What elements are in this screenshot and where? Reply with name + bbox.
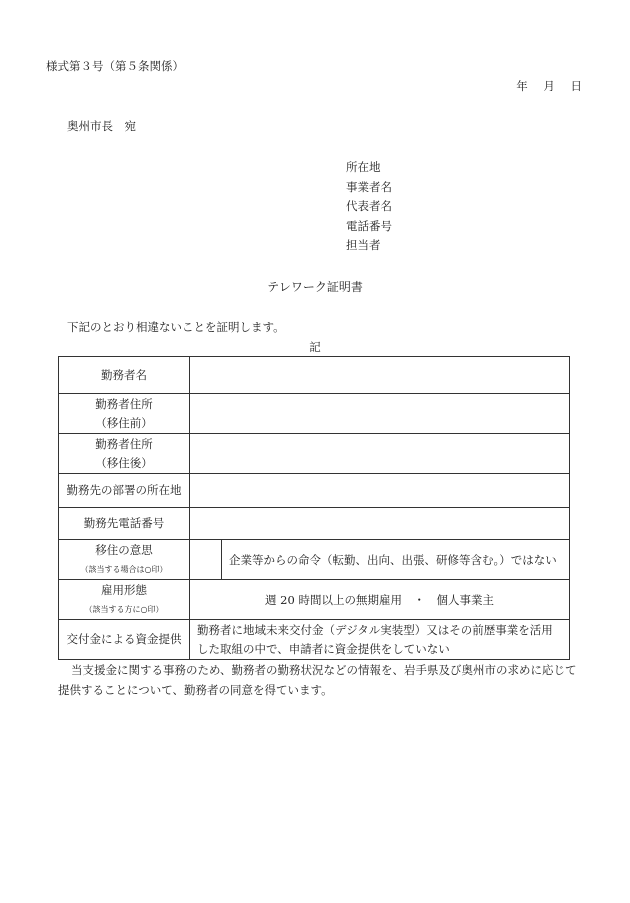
- employment-options[interactable]: 週 20 時間以上の無期雇用 ・ 個人事業主: [190, 580, 570, 620]
- date-year: 年: [516, 79, 528, 93]
- table-row: [59, 474, 570, 508]
- funding-value: 勤務者に地域未来交付金（デジタル実装型）又はその前歴事業を活用 した取組の中で、申請者に資金提供をしていない: [190, 620, 570, 660]
- dept-location-label: 勤務先の部署の所在地: [59, 474, 190, 508]
- address-before-field[interactable]: [190, 394, 570, 434]
- form-number: 様式第３号（第５条関係）: [46, 59, 184, 73]
- worker-name-field[interactable]: [190, 357, 570, 394]
- address-before-label: 勤務者住所 （移住前）: [59, 394, 190, 434]
- intent-value: 企業等からの命令（転勤、出向、出張、研修等含む。）ではない: [222, 540, 570, 580]
- date-line: [504, 78, 582, 94]
- business-name-label: 事業者名: [346, 179, 392, 194]
- ki-marker: 記: [309, 340, 321, 354]
- table-row: [59, 394, 570, 434]
- table-row: [59, 540, 570, 580]
- worker-name-label: 勤務者名: [59, 357, 190, 394]
- workplace-phone-field[interactable]: [190, 508, 570, 540]
- document-title: テレワーク証明書: [267, 280, 363, 294]
- contact-label: 担当者: [346, 238, 381, 252]
- table-row: [59, 357, 570, 394]
- representative-label: 代表者名: [346, 199, 392, 213]
- table-row: [59, 434, 570, 474]
- table-row: [59, 508, 570, 540]
- intent-note: （該当する場合は○印）: [80, 564, 168, 574]
- certificate-table: [58, 356, 570, 660]
- intent-check-cell[interactable]: [190, 540, 222, 580]
- workplace-phone-label: 勤務先電話番号: [59, 508, 190, 540]
- applicant-block: [346, 158, 392, 256]
- address-label: 所在地: [346, 160, 381, 174]
- address-after-field[interactable]: [190, 434, 570, 474]
- date-month: 月: [543, 79, 555, 93]
- phone-label: 電話番号: [346, 218, 392, 233]
- funding-label: 交付金による資金提供: [59, 620, 190, 660]
- consent-note: 当支援金に関する事務のため、勤務者の勤務状況などの情報を、岩手県及び奥州市の求めに応じて提供することについて、勤務者の同意を得ています。: [58, 663, 577, 697]
- addressee: 奥州市長 宛: [67, 119, 136, 133]
- employment-label: 雇用形態 （該当する方に○印）: [59, 580, 190, 620]
- dept-location-field[interactable]: [190, 474, 570, 508]
- employment-note: （該当する方に○印）: [84, 604, 164, 614]
- table-row: [59, 580, 570, 620]
- table-row: [59, 620, 570, 660]
- declaration: 下記のとおり相違ないことを証明します。: [67, 320, 285, 334]
- address-after-label: 勤務者住所 （移住後）: [59, 434, 190, 474]
- intent-label: 移住の意思 （該当する場合は○印）: [59, 540, 190, 580]
- date-day: 日: [570, 79, 582, 93]
